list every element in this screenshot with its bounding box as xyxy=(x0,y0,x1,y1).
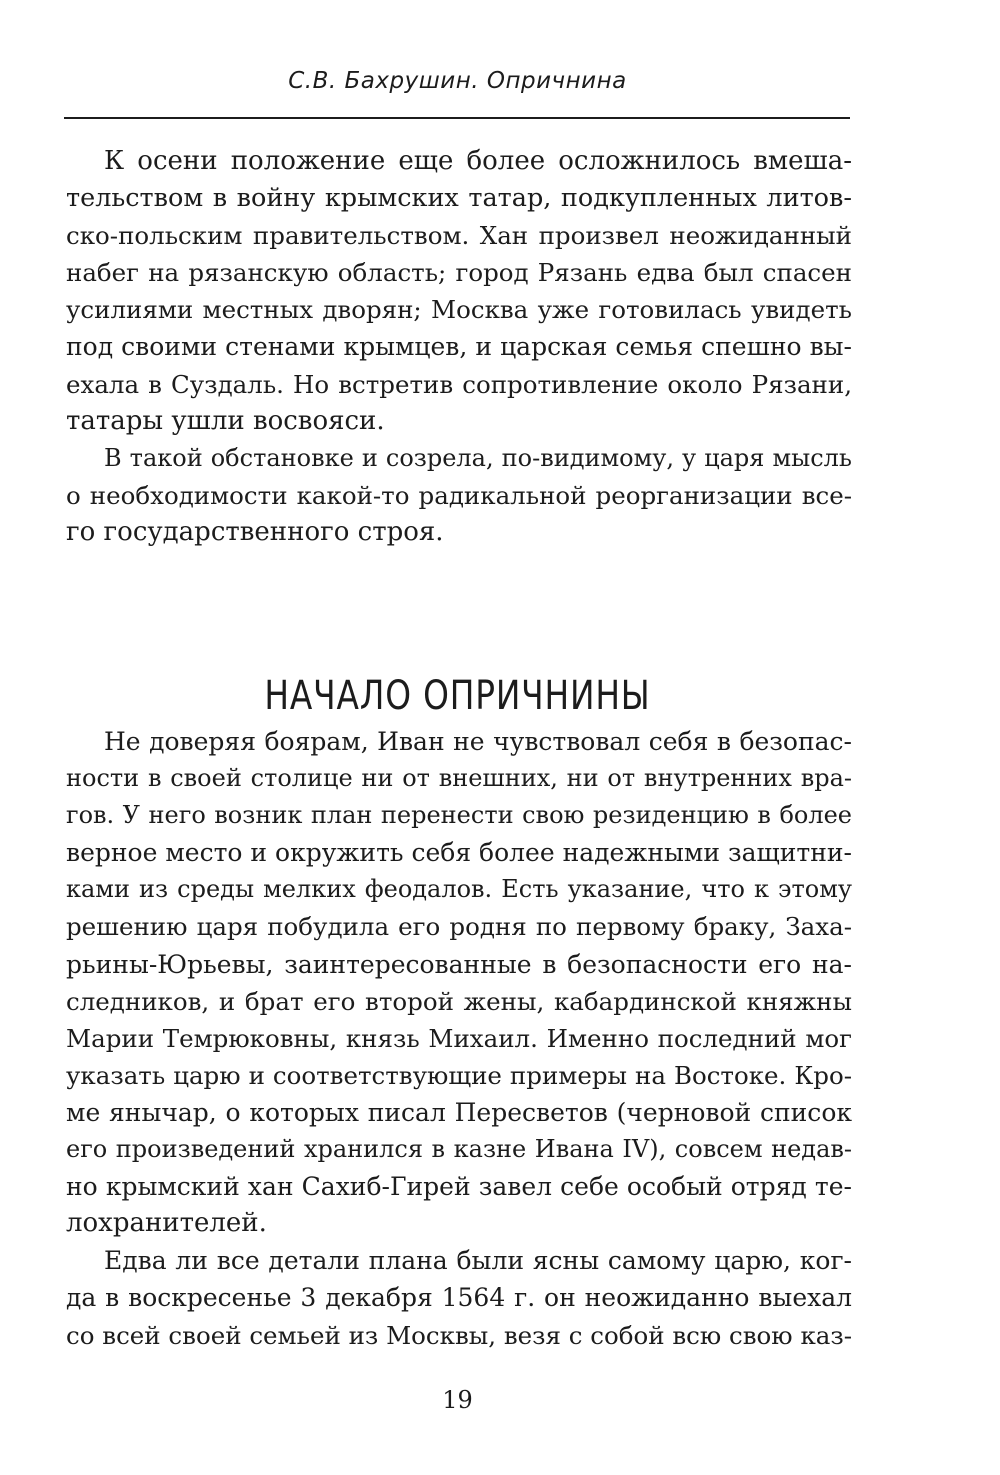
text-line: указать царю и соответствующие примеры на Востоке. Кро- xyxy=(66,1060,852,1090)
text-line: верное место и окружить себя более надежными защитни- xyxy=(66,838,852,868)
section-heading: НАЧАЛО ОПРИЧНИНЫ xyxy=(264,673,651,720)
paragraph-departure xyxy=(66,1242,852,1353)
paragraph-boyars xyxy=(66,723,852,1242)
text-line: следников, и брат его второй жены, кабардинской княжны xyxy=(66,986,852,1016)
text-line: да в воскресенье 3 декабря 1564 г. он неожиданно выехал xyxy=(66,1283,852,1313)
text-line: усилиями местных дворян; Москва уже готовилась увидеть xyxy=(66,295,852,325)
text-line: В такой обстановке и созрела, по-видимому, у царя мысль xyxy=(104,443,852,472)
text-line: рьины-Юрьевы, заинтересованные в безопасности его на- xyxy=(66,949,852,979)
running-head-title: С.В. Бахрушин. Опричнина xyxy=(288,68,627,94)
text-line: гов. У него возник план перенести свою резиденцию в более xyxy=(66,801,852,830)
text-line: ехала в Суздаль. Но встретив сопротивление около Рязани, xyxy=(66,369,852,399)
paragraph-reorganization xyxy=(66,440,852,551)
text-line: ками из среды мелких феодалов. Есть указание, что к этому xyxy=(66,875,852,904)
text-line: набег на рязанскую область; город Рязань едва был спасен xyxy=(66,258,852,288)
text-line: со всей своей семьей из Москвы, везя с собой всю свою каз- xyxy=(66,1320,852,1350)
text-line: лохранителей. xyxy=(66,1208,267,1239)
text-line: о необходимости какой-то радикальной реорганизации все- xyxy=(66,480,852,510)
text-line: под своими стенами крымцев, и царская семья спешно вы- xyxy=(66,332,852,362)
text-block-oprichnina xyxy=(66,723,852,1354)
text-line: тельством в войну крымских татар, подкупленных литов- xyxy=(66,183,852,214)
text-line: ности в своей столице ни от внешних, ни от внутренних вра- xyxy=(66,764,852,793)
text-line: Едва ли все детали плана были ясны самому царю, ког- xyxy=(104,1246,852,1276)
text-line: ме янычар, о которых писал Пересветов (черновой список xyxy=(66,1097,852,1127)
text-line: татары ушли восвояси. xyxy=(66,405,385,436)
text-line: Не доверяя боярам, Иван не чувствовал себя в безопас- xyxy=(104,727,852,756)
text-line: но крымский хан Сахиб-Гирей завел себе особый отряд те- xyxy=(66,1172,852,1202)
text-line: го государственного строя. xyxy=(66,516,444,547)
paragraph-autumn xyxy=(66,143,852,440)
text-line: решению царя побудила его родня по первому браку, Заха- xyxy=(66,912,852,942)
text-line: его произведений хранился в казне Ивана IV), совсем недав- xyxy=(66,1135,852,1164)
text-line: К осени положение еще более осложнилось вмеша- xyxy=(104,146,852,176)
page-number: 19 xyxy=(442,1386,473,1414)
text-line: Марии Темрюковны, князь Михаил. Именно последний мог xyxy=(66,1023,852,1053)
text-line: ско-польским правительством. Хан произвел неожиданный xyxy=(66,221,852,251)
header-rule xyxy=(64,117,850,119)
text-block-intro xyxy=(66,143,852,551)
